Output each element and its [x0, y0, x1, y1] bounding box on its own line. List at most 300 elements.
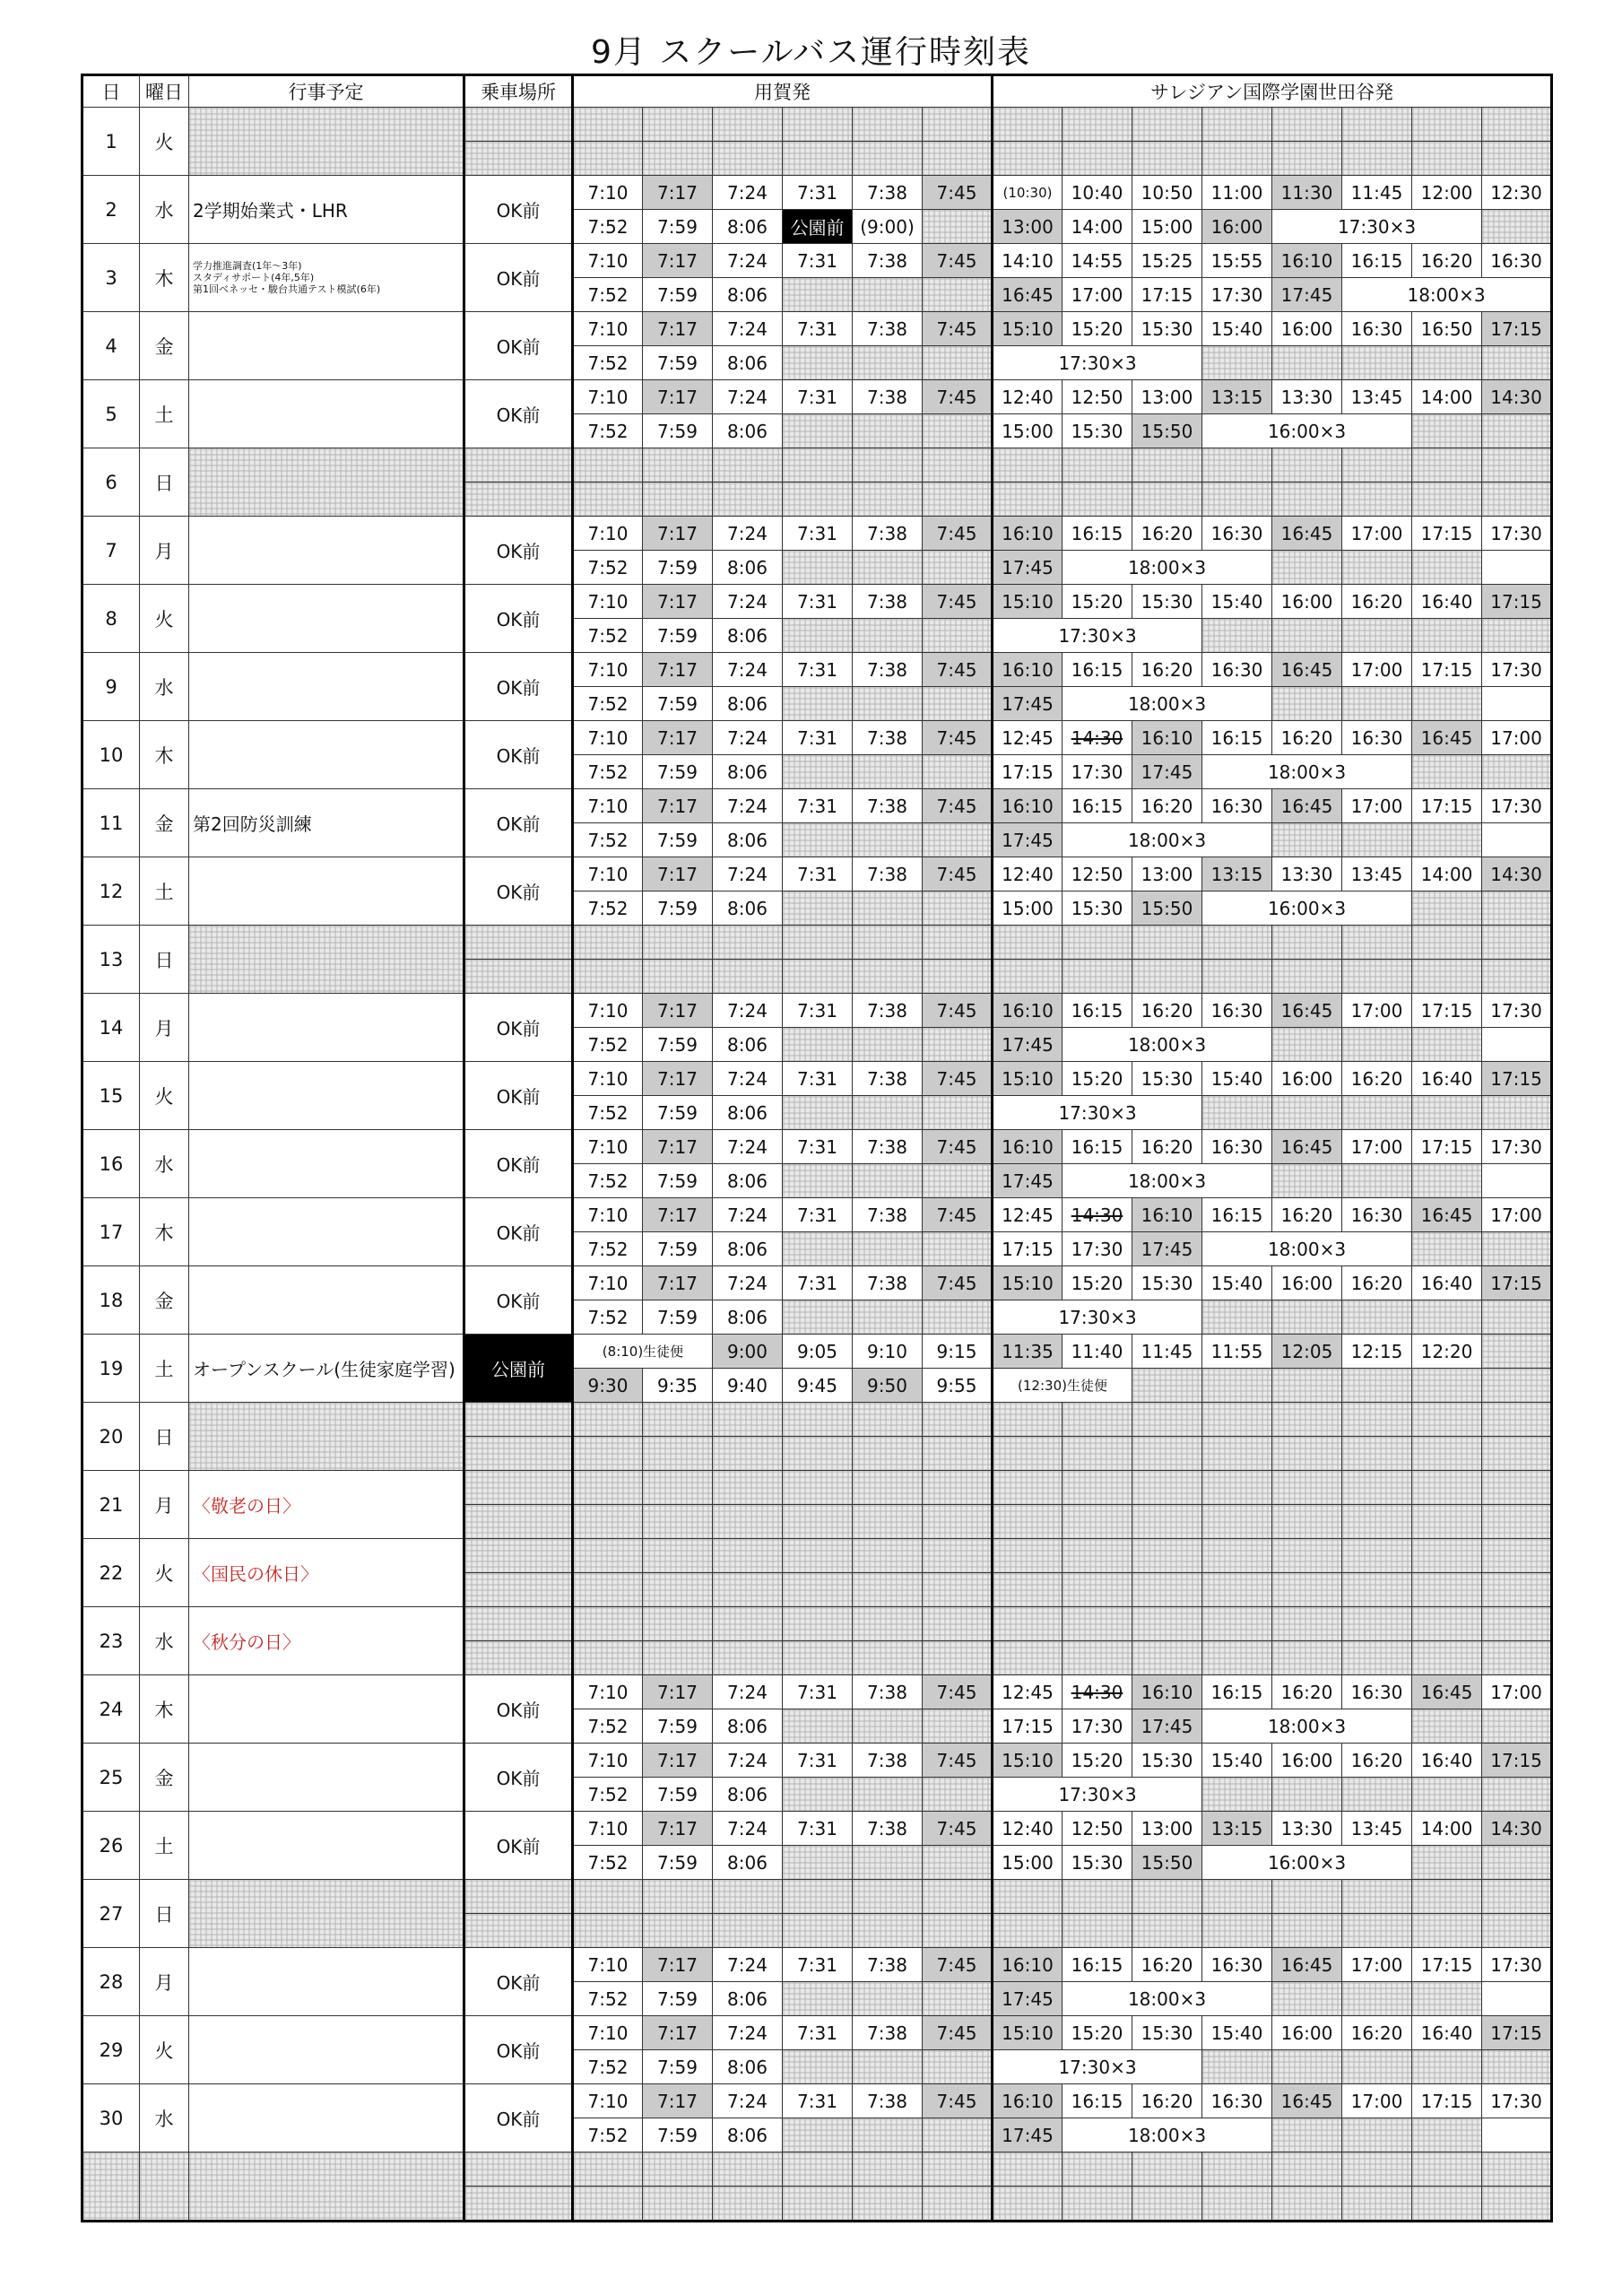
bus-time: 7:31: [783, 2016, 853, 2050]
empty-cell: [1202, 619, 1272, 653]
empty-cell: [573, 1505, 643, 1539]
bus-time: 8:06: [713, 278, 783, 312]
bus-time: 14:30: [1063, 1198, 1132, 1232]
bus-time: 7:59: [643, 278, 713, 312]
stop-cell: [464, 926, 573, 960]
empty-cell: [713, 926, 783, 960]
bus-time: 13:45: [1342, 380, 1412, 414]
bus-time: 14:10: [993, 244, 1063, 278]
empty-cell: [1272, 2152, 1342, 2187]
bus-time: 7:45: [923, 857, 993, 891]
empty-cell: [783, 619, 853, 653]
bus-time: 7:10: [573, 2016, 643, 2050]
bus-time: 17:15: [993, 755, 1063, 789]
bus-time: 12:45: [993, 1198, 1063, 1232]
empty-cell: [1272, 2187, 1342, 2222]
bus-time: 17:30: [1202, 278, 1272, 312]
day-row: [82, 1812, 1552, 1846]
empty-cell: [573, 1607, 643, 1641]
empty-cell: [1342, 1641, 1412, 1675]
empty-cell: [783, 926, 853, 960]
empty-cell: [1342, 2152, 1412, 2187]
stop-cell: 公園前: [464, 1335, 573, 1403]
bus-time: 17:30×3: [993, 1096, 1202, 1130]
day-number: 22: [82, 1539, 140, 1607]
bus-time: 16:20: [1342, 1266, 1412, 1300]
weekday: 木: [140, 244, 189, 312]
bus-time: 11:40: [1063, 1335, 1132, 1369]
empty-cell: [923, 1607, 993, 1641]
empty-cell: [1482, 2050, 1552, 2084]
empty-cell: [1412, 1539, 1482, 1573]
day-number: 25: [82, 1744, 140, 1812]
empty-cell: [1272, 1028, 1342, 1062]
empty-cell: [1412, 142, 1482, 176]
weekday: [140, 2152, 189, 2222]
stop-cell: OK前: [464, 1266, 573, 1335]
empty-cell: [993, 960, 1063, 994]
bus-time: 16:30: [1342, 721, 1412, 755]
bus-time: 17:45: [1132, 755, 1202, 789]
empty-cell: [1482, 1335, 1552, 1369]
empty-cell: [643, 448, 713, 483]
bus-time: 16:10: [993, 517, 1063, 551]
bus-time: 16:20: [1132, 994, 1202, 1028]
empty-cell: [1412, 823, 1482, 857]
empty-cell: [853, 108, 923, 142]
bus-time: 17:30: [1482, 1130, 1552, 1164]
stop-cell: [464, 1539, 573, 1573]
bus-time: 11:35: [993, 1335, 1063, 1369]
event-cell: [189, 108, 464, 176]
bus-time: 17:15: [1412, 994, 1482, 1028]
bus-time: (12:30)生徒便: [993, 1369, 1132, 1403]
empty-cell: [923, 1880, 993, 1914]
bus-time: 16:10: [993, 994, 1063, 1028]
bus-time: 7:10: [573, 312, 643, 346]
bus-time: 16:20: [1132, 653, 1202, 687]
empty-cell: [1342, 1880, 1412, 1914]
bus-time: 15:10: [993, 585, 1063, 619]
bus-time: 7:38: [853, 380, 923, 414]
empty-cell: [1482, 414, 1552, 448]
empty-cell: [993, 1573, 1063, 1607]
empty-cell: [1272, 1300, 1342, 1335]
bus-time: 17:30×3: [993, 619, 1202, 653]
weekday: 水: [140, 1607, 189, 1675]
weekday: 土: [140, 857, 189, 926]
event-cell: [189, 1198, 464, 1266]
bus-time: 16:15: [1063, 653, 1132, 687]
day-row: [82, 1130, 1552, 1164]
bus-time: 7:10: [573, 789, 643, 823]
bus-time: 16:10: [993, 653, 1063, 687]
empty-cell: [1272, 1369, 1342, 1403]
weekday: 木: [140, 1675, 189, 1744]
empty-cell: [783, 1096, 853, 1130]
empty-cell: [1412, 1471, 1482, 1505]
empty-cell: [1202, 1914, 1272, 1948]
bus-time: 7:10: [573, 517, 643, 551]
empty-cell: [1482, 346, 1552, 380]
empty-cell: [1342, 1505, 1412, 1539]
bus-time: 8:06: [713, 823, 783, 857]
day-number: 5: [82, 380, 140, 448]
empty-cell: [853, 619, 923, 653]
bus-time: 18:00×3: [1063, 2118, 1272, 2152]
bus-time: 7:10: [573, 721, 643, 755]
day-row: [82, 1403, 1552, 1437]
stop-cell: OK前: [464, 176, 573, 244]
bus-time: 18:00×3: [1063, 687, 1272, 721]
empty-cell: [923, 1437, 993, 1471]
bus-time: 16:40: [1412, 1266, 1482, 1300]
empty-cell: [783, 1880, 853, 1914]
empty-cell: [1202, 1300, 1272, 1335]
bus-time: 9:40: [713, 1369, 783, 1403]
bus-time: 7:59: [643, 2118, 713, 2152]
empty-cell: [783, 1437, 853, 1471]
empty-cell: [783, 1539, 853, 1573]
empty-cell: [993, 1539, 1063, 1573]
event-cell: [189, 380, 464, 448]
bus-time: 7:31: [783, 1948, 853, 1982]
bus-time: 16:00: [1272, 585, 1342, 619]
bus-time: 7:31: [783, 517, 853, 551]
bus-time: 7:10: [573, 176, 643, 210]
empty-cell: [573, 1539, 643, 1573]
bus-time: 7:45: [923, 1062, 993, 1096]
empty-cell: [853, 1505, 923, 1539]
day-number: 30: [82, 2084, 140, 2152]
bus-time: 11:45: [1132, 1335, 1202, 1369]
stop-cell: [464, 1607, 573, 1641]
empty-cell: [923, 448, 993, 483]
empty-cell: [1412, 108, 1482, 142]
event-cell: [189, 2152, 464, 2222]
event-cell: [189, 1744, 464, 1812]
empty-cell: [1342, 1369, 1412, 1403]
bus-time: 7:52: [573, 210, 643, 244]
empty-cell: [1132, 1369, 1202, 1403]
day-row: [82, 1335, 1552, 1369]
day-number: 20: [82, 1403, 140, 1471]
bus-time: 7:10: [573, 653, 643, 687]
empty-cell: [1482, 926, 1552, 960]
bus-time: 7:31: [783, 244, 853, 278]
day-row: [82, 1062, 1552, 1096]
bus-time: 16:45: [1272, 653, 1342, 687]
bus-time: 7:59: [643, 755, 713, 789]
empty-cell: [1272, 1505, 1342, 1539]
bus-time: 14:00: [1412, 1812, 1482, 1846]
bus-time: 16:20: [1272, 721, 1342, 755]
bus-time: 7:59: [643, 1778, 713, 1812]
empty-cell: [1342, 2118, 1412, 2152]
bus-time: 7:10: [573, 1062, 643, 1096]
bus-time: 7:38: [853, 994, 923, 1028]
empty-cell: [1342, 1778, 1412, 1812]
empty-cell: [1342, 1539, 1412, 1573]
bus-time: 7:31: [783, 380, 853, 414]
bus-time: 17:30: [1482, 2084, 1552, 2118]
stop-cell: [464, 1880, 573, 1914]
empty-cell: [1412, 619, 1482, 653]
bus-time: 16:20: [1132, 1130, 1202, 1164]
day-number: 26: [82, 1812, 140, 1880]
empty-cell: [923, 2152, 993, 2187]
empty-cell: [783, 142, 853, 176]
bus-time: 17:30: [1482, 517, 1552, 551]
empty-cell: [783, 1641, 853, 1675]
bus-time: 16:10: [993, 2084, 1063, 2118]
bus-time: 16:00: [1272, 2016, 1342, 2050]
bus-time: 7:45: [923, 1812, 993, 1846]
bus-time: 16:30: [1342, 1198, 1412, 1232]
stop-cell: OK前: [464, 380, 573, 448]
empty-cell: [1272, 1641, 1342, 1675]
empty-cell: [1202, 1573, 1272, 1607]
empty-cell: [573, 1641, 643, 1675]
day-row: [82, 1948, 1552, 1982]
empty-cell: [853, 1573, 923, 1607]
event-cell: 2学期始業式・LHR: [189, 176, 464, 244]
weekday: 日: [140, 1880, 189, 1948]
empty-cell: [923, 1403, 993, 1437]
stop-cell: [464, 1914, 573, 1948]
bus-time: 16:15: [1063, 789, 1132, 823]
day-row: [82, 1744, 1552, 1778]
bus-time: 17:15: [1412, 517, 1482, 551]
event-cell: 〈国民の休日〉: [189, 1539, 464, 1607]
bus-time: 9:30: [573, 1369, 643, 1403]
bus-time: 7:10: [573, 1744, 643, 1778]
bus-time: 7:31: [783, 1130, 853, 1164]
empty-cell: [1272, 1914, 1342, 1948]
empty-cell: [713, 1914, 783, 1948]
empty-cell: [853, 1846, 923, 1880]
bus-time: 16:30: [1202, 1948, 1272, 1982]
day-row: [82, 1607, 1552, 1641]
empty-cell: [1272, 1982, 1342, 2016]
bus-time: 18:00×3: [1202, 1709, 1412, 1744]
bus-time: 10:40: [1063, 176, 1132, 210]
event-cell: [189, 653, 464, 721]
bus-time: 7:38: [853, 2016, 923, 2050]
empty-cell: [1202, 483, 1272, 517]
weekday: 水: [140, 2084, 189, 2152]
stop-cell: OK前: [464, 2016, 573, 2084]
stop-cell: OK前: [464, 789, 573, 857]
empty-cell: [1202, 1880, 1272, 1914]
empty-cell: [783, 1982, 853, 2016]
empty-cell: [1482, 1471, 1552, 1505]
empty-cell: [1202, 1505, 1272, 1539]
empty-cell: [783, 687, 853, 721]
bus-time: 16:15: [1342, 244, 1412, 278]
event-cell: [189, 1812, 464, 1880]
empty-cell: [573, 1471, 643, 1505]
bus-time: 7:31: [783, 2084, 853, 2118]
bus-time: 7:17: [643, 1266, 713, 1300]
bus-time: 7:17: [643, 176, 713, 210]
empty-cell: [783, 891, 853, 926]
bus-time: 8:06: [713, 1778, 783, 1812]
bus-time: 15:30: [1132, 1062, 1202, 1096]
empty-cell: [1272, 1607, 1342, 1641]
day-row: [82, 585, 1552, 619]
empty-cell: [573, 142, 643, 176]
bus-time: 16:15: [1063, 1130, 1132, 1164]
empty-cell: [993, 2152, 1063, 2187]
bus-time: 17:15: [1412, 2084, 1482, 2118]
bus-time: 7:38: [853, 789, 923, 823]
bus-time: 15:00: [993, 891, 1063, 926]
empty-cell: [853, 1982, 923, 2016]
bus-time: 17:30: [1482, 994, 1552, 1028]
bus-time: 7:59: [643, 414, 713, 448]
bus-time: 7:45: [923, 1130, 993, 1164]
empty-cell: [713, 142, 783, 176]
empty-cell: [643, 2152, 713, 2187]
bus-time: 7:38: [853, 585, 923, 619]
empty-cell: [783, 1607, 853, 1641]
empty-cell: [1272, 1096, 1342, 1130]
header-stop: 乗車場所: [464, 75, 573, 108]
empty-cell: [1412, 1846, 1482, 1880]
bus-time: 7:10: [573, 2084, 643, 2118]
day-number: 19: [82, 1335, 140, 1403]
bus-time: 7:10: [573, 380, 643, 414]
bus-time: 8:06: [713, 1096, 783, 1130]
empty-cell: [1132, 2152, 1202, 2187]
bus-time: 12:45: [993, 721, 1063, 755]
bus-time: 7:17: [643, 2016, 713, 2050]
day-row: [82, 2152, 1552, 2187]
empty-cell: [783, 1709, 853, 1744]
bus-time: 7:10: [573, 1812, 643, 1846]
empty-cell: [1063, 1914, 1132, 1948]
bus-time: 16:15: [1063, 994, 1132, 1028]
empty-cell: [1063, 1403, 1132, 1437]
bus-time: 17:00: [1342, 789, 1412, 823]
empty-cell: [713, 1505, 783, 1539]
empty-cell: [783, 1914, 853, 1948]
bus-time: 17:00: [1342, 653, 1412, 687]
empty-cell: [923, 960, 993, 994]
bus-time: 16:30: [1202, 517, 1272, 551]
empty-cell: [1342, 483, 1412, 517]
empty-cell: [573, 2187, 643, 2222]
day-row: [82, 244, 1552, 278]
empty-cell: [1202, 1369, 1272, 1403]
bus-time: 7:45: [923, 994, 993, 1028]
bus-time: 15:50: [1132, 891, 1202, 926]
empty-cell: [853, 926, 923, 960]
empty-cell: [1202, 1641, 1272, 1675]
weekday: 月: [140, 1471, 189, 1539]
header-row: [82, 75, 1552, 108]
bus-time: 10:50: [1132, 176, 1202, 210]
empty-cell: [1482, 2187, 1552, 2222]
bus-time: 16:50: [1412, 312, 1482, 346]
weekday: 日: [140, 926, 189, 994]
day-row: [82, 1539, 1552, 1573]
empty-cell: [1063, 2187, 1132, 2222]
bus-time: 16:40: [1412, 1062, 1482, 1096]
bus-time: 7:52: [573, 346, 643, 380]
stop-cell: [464, 1505, 573, 1539]
event-cell: [189, 312, 464, 380]
empty-cell: [1063, 1607, 1132, 1641]
empty-cell: [1342, 926, 1412, 960]
empty-cell: [1202, 1096, 1272, 1130]
empty-cell: [1482, 448, 1552, 483]
stop-cell: OK前: [464, 1062, 573, 1130]
empty-cell: [1342, 1607, 1412, 1641]
empty-cell: [783, 823, 853, 857]
empty-cell: [853, 551, 923, 585]
empty-cell: [713, 1573, 783, 1607]
empty-cell: [1063, 108, 1132, 142]
empty-cell: [1132, 1471, 1202, 1505]
bus-time: 13:30: [1272, 1812, 1342, 1846]
empty-cell: [1272, 960, 1342, 994]
bus-time: 16:20: [1132, 1948, 1202, 1982]
empty-cell: [643, 1471, 713, 1505]
empty-cell: [853, 448, 923, 483]
empty-cell: [1482, 1232, 1552, 1266]
bus-time: 7:17: [643, 789, 713, 823]
bus-time: 13:30: [1272, 857, 1342, 891]
bus-time: 7:38: [853, 1675, 923, 1709]
empty-cell: [1132, 483, 1202, 517]
bus-time: 15:30: [1063, 891, 1132, 926]
bus-time: 7:10: [573, 1675, 643, 1709]
empty-cell: [783, 1300, 853, 1335]
stop-cell: [464, 142, 573, 176]
empty-cell: [1482, 960, 1552, 994]
empty-cell: [1063, 1880, 1132, 1914]
empty-cell: [1132, 108, 1202, 142]
bus-time: 7:31: [783, 994, 853, 1028]
bus-time: [923, 210, 993, 244]
bus-time: 7:59: [643, 1232, 713, 1266]
stop-cell: OK前: [464, 1812, 573, 1880]
empty-cell: [853, 1709, 923, 1744]
empty-cell: [923, 1709, 993, 1744]
empty-cell: [1342, 619, 1412, 653]
bus-time: 7:38: [853, 721, 923, 755]
bus-time: 7:24: [713, 857, 783, 891]
empty-cell: [993, 2187, 1063, 2222]
empty-cell: [1412, 2187, 1482, 2222]
empty-cell: [573, 1880, 643, 1914]
bus-time: 8:06: [713, 891, 783, 926]
stop-cell: [464, 448, 573, 483]
bus-time: 18:00×3: [1063, 551, 1272, 585]
day-row: [82, 1266, 1552, 1300]
empty-cell: [853, 891, 923, 926]
empty-cell: [1482, 755, 1552, 789]
empty-cell: [713, 1437, 783, 1471]
bus-time: 13:45: [1342, 857, 1412, 891]
bus-time: 17:30: [1063, 1709, 1132, 1744]
empty-cell: [713, 483, 783, 517]
empty-cell: [1412, 1573, 1482, 1607]
bus-time: 17:45: [1272, 278, 1342, 312]
empty-cell: [1272, 1403, 1342, 1437]
